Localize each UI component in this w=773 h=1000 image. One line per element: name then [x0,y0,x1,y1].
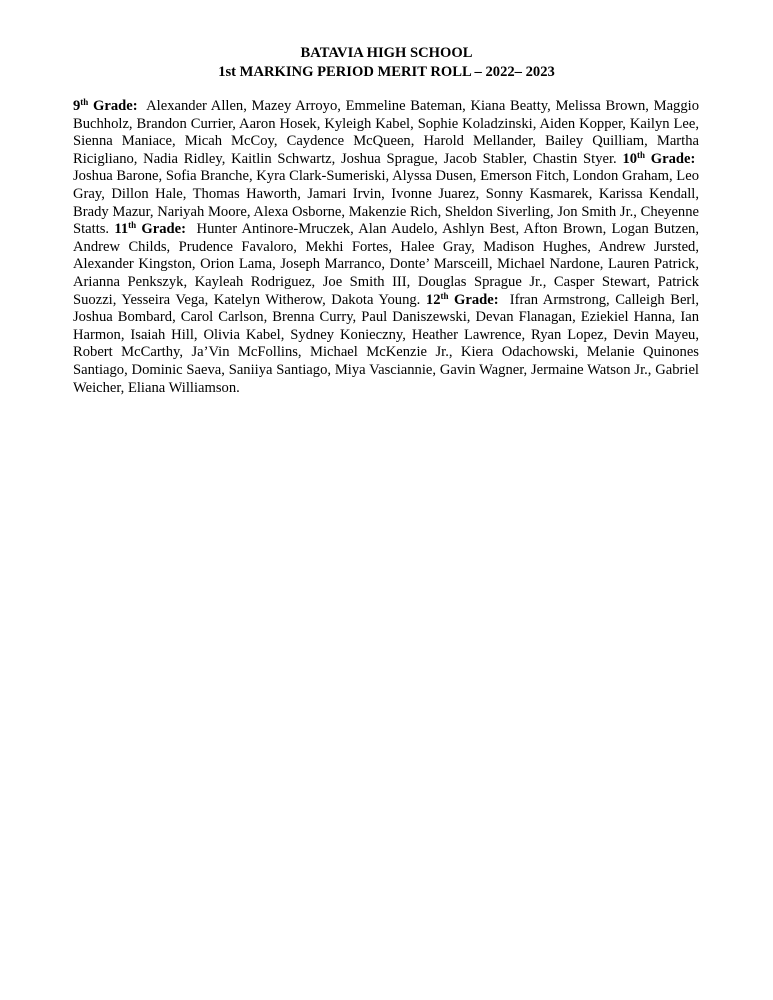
grade-number: 11 [114,221,129,238]
grade-number: 9 [73,98,81,114]
grade-label-12 [426,292,499,308]
grade-label-10 [622,151,695,167]
grade-names-11: Hunter Antinore-Mruczek, Alan Audelo, Ashlyn Best, Afton Brown, Logan Butzen, Andrew Childs, Prudence Favaloro, Mekhi Fortes, Halee Gray, Madison Hughes, Andrew Jursted, Alexander Kingston, Orion Lama, Joseph Marranco, Donte’ Marsceill, Michael Nardone, Lauren Patrick, Arianna Penkszyk, Kayleah Rodriguez, Joe Smith III, Douglas Sprague Jr., Casper Stewart, Patrick Suozzi, Yesseira Vega, Katelyn Witherow, Dakota Young. [73,221,699,308]
grade-suffix: th [440,290,449,301]
grade-label-11 [114,221,186,237]
school-name: BATAVIA HIGH SCHOOL [300,45,473,61]
grade-suffix: th [80,97,89,107]
grade-word: Grade: [645,150,696,167]
document-title: 1st MARKING PERIOD MERIT ROLL – 2022– 2023 [218,63,555,80]
document-header [0,44,773,81]
grade-suffix: th [128,220,137,231]
grade-word: Grade: [136,221,187,238]
grade-suffix: th [637,149,646,160]
grade-names-10: Joshua Barone, Sofia Branche, Kyra Clark-Sumeriski, Alyssa Dusen, Emerson Fitch, London Graham, Leo Gray, Dillon Hale, Thomas Haworth, Jamari Irvin, Ivonne Juarez, Sonny Kasmarek, Karissa Kendall, Brady Mazur, Nariyah Moore, Alexa Osborne, Makenzie Rich, Sheldon Siverling, Jon Smith Jr., Cheyenne Statts. [73,168,699,238]
grade-number: 12 [425,291,441,308]
grade-names-12: Ifran Armstrong, Calleigh Berl, Joshua Bombard, Carol Carlson, Brenna Curry, Paul Daniszewski, Devan Flanagan, Eziekiel Hanna, Ian Harmon, Isaiah Hill, Olivia Kabel, Sydney Konieczny, Heather Lawrence, Ryan Lopez, Devin Mayeu, Robert McCarthy, Ja’Vin McFollins, Michael McKenzie Jr., Kiera Odachowski, Melanie Quinones Santiago, Dominic Saeva, Saniiya Santiago, Miya Vasciannie, Gavin Wagner, Jermaine Watson Jr., Gabriel Weicher, Eliana Williamson. [73,291,699,396]
grade-word: Grade: [448,291,499,308]
grade-names-9: Alexander Allen, Mazey Arroyo, Emmeline Bateman, Kiana Beatty, Melissa Brown, Maggio Buchholz, Brandon Currier, Aaron Hosek, Kyleigh Kabel, Sophie Koladzinski, Aiden Kopper, Kailyn Lee, Sienna Maniace, Micah McCoy, Caydence McQueen, Harold Mellander, Bailey Quilliam, Martha Ricigliano, Nadia Ridley, Kaitlin Schwartz, Joshua Sprague, Jacob Stabler, Chastin Styer. [73,98,699,167]
grade-number: 10 [622,150,638,167]
grade-section-9 [73,98,699,167]
grade-word: Grade: [88,98,138,114]
merit-roll-paragraph [73,98,699,397]
grade-label-9 [73,98,138,114]
